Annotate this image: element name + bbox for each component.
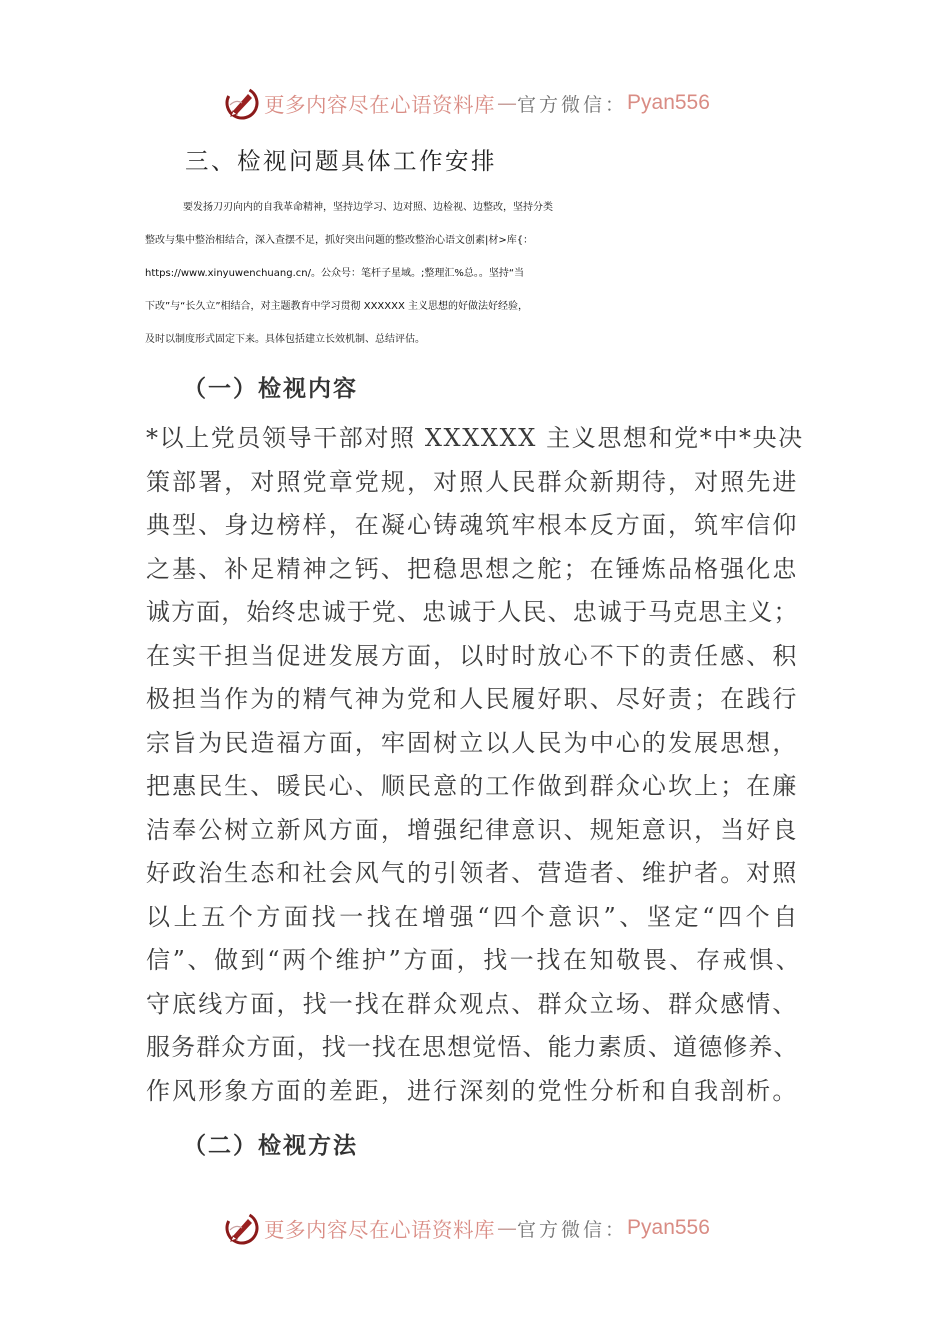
- body-line: *以上党员领导干部对照 XXXXXX 主义思想和党*中*央决: [146, 424, 804, 452]
- watermark-dash: —: [497, 91, 515, 115]
- intro-line: 下改”与“长久立”相结合，对主题教育中学习贯彻 XXXXXX 主义思想的好做法好经验，: [145, 301, 529, 312]
- body-line: 作风形象方面的差距，进行深刻的党性分析和自我剖析。: [146, 1076, 799, 1105]
- body-line: 守底线方面，找一找在群众观点、群众立场、群众感情、: [146, 989, 799, 1018]
- body-line: 策部署，对照党章党规，对照人民群众新期待，对照先进: [146, 467, 799, 496]
- watermark-wechat-id: Pyan556: [627, 1216, 710, 1239]
- intro-line: 及时以制度形式固定下来。具体包括建立长效机制、总结评估。: [145, 334, 425, 345]
- body-line: 把惠民生、暖民心、顺民意的工作做到群众心坎上；在廉: [146, 772, 799, 800]
- intro-line: 要发扬刀刃向内的自我革命精神，坚持边学习、边对照、边检视、边整改，坚持分类: [183, 202, 553, 213]
- body-line: 典型、身边榜样，在凝心铸魂筑牢根本反方面，筑牢信仰: [146, 511, 799, 539]
- watermark-dash: —: [497, 1216, 515, 1240]
- body-line: 之基、补足精神之钙、把稳思想之舵；在锤炼品格强化忠: [146, 554, 799, 583]
- intro-line: 整改与集中整治相结合，深入查摆不足，抓好突出问题的整改整治心语文创素|材>库{：: [145, 235, 534, 246]
- footer-watermark: [224, 1208, 724, 1248]
- body-line: 服务群众方面，找一找在思想觉悟、能力素质、道德修养、: [146, 1033, 799, 1061]
- pen-logo-icon: [224, 1210, 260, 1246]
- body-line: 宗旨为民造福方面，牢固树立以人民为中心的发展思想，: [146, 728, 799, 757]
- watermark-site-text: 更多内容尽在心语资料库: [264, 93, 495, 117]
- subsection-heading-method: （二）检视方法: [183, 1133, 358, 1159]
- watermark-wechat-label: 官方微信：: [517, 93, 628, 116]
- intro-line: https://www.xinyuwenchuang.cn/。公众号：笔杆子星域。;整理汇%总。。坚持“当: [145, 268, 525, 279]
- section-title: 三、检视问题具体工作安排: [185, 147, 497, 175]
- watermark-site-text: 更多内容尽在心语资料库: [264, 1218, 495, 1242]
- watermark-wechat-label: 官方微信：: [517, 1218, 628, 1241]
- header-watermark: [224, 83, 724, 123]
- body-line: 以上五个方面找一找在增强“四个意识”、坚定“四个自: [146, 902, 801, 931]
- body-line: 诚方面，始终忠诚于党、忠诚于人民、忠诚于马克思主义；: [146, 598, 799, 626]
- body-line: 好政治生态和社会风气的引领者、营造者、维护者。对照: [146, 859, 799, 887]
- body-line: 信”、做到“两个维护”方面，找一找在知敬畏、存戒惧、: [146, 946, 803, 974]
- subsection-heading-content: （一）检视内容: [183, 376, 358, 402]
- pen-logo-icon: [224, 85, 260, 121]
- body-line: 洁奉公树立新风方面，增强纪律意识、规矩意识，当好良: [146, 815, 799, 844]
- body-line: 在实干担当促进发展方面，以时时放心不下的责任感、积: [146, 641, 799, 670]
- body-line: 极担当作为的精气神为党和人民履好职、尽好责；在践行: [146, 685, 799, 713]
- watermark-wechat-id: Pyan556: [627, 91, 710, 114]
